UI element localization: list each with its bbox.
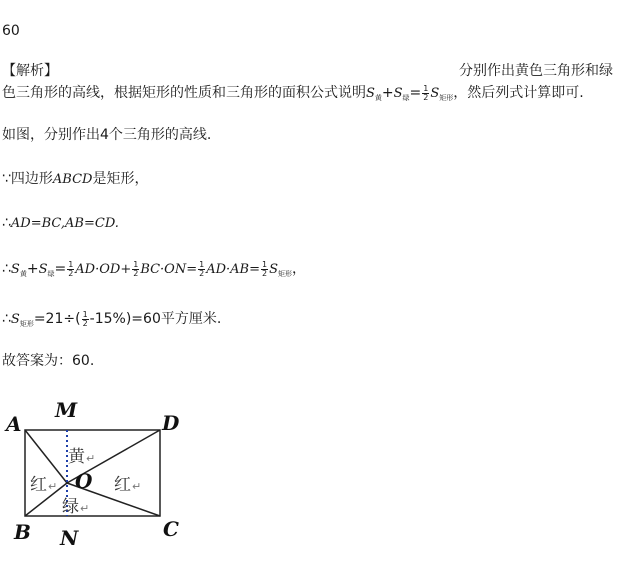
point-label-c: C <box>163 517 179 541</box>
analysis-intro-right: 分别作出黄色三角形和绿 <box>459 63 613 79</box>
fraction-half: $\frac{1}{2}$ <box>199 259 205 278</box>
point-label-d: D <box>162 411 180 435</box>
region-label-yellow: 黄 <box>68 447 85 467</box>
point-label-b: B <box>14 520 31 544</box>
solution-line-4: $\therefore S_黄+S_绿=$ $\frac{1}{2}$ AD·OD+ $\frac{1}{2}$ BC·ON= $\frac{1}{2}$ AD·AB= $\frac{1}{2}$ $S_{矩形}$， <box>2 259 306 278</box>
fraction-half: $\frac{1}{2}$ <box>82 309 88 328</box>
return-mark: ↵ <box>48 480 58 493</box>
fraction-half: $\frac{1}{2}$ <box>262 259 268 278</box>
analysis-line-2: 色三角形的高线，根据矩形的性质和三角形的面积公式说明$S_黄+S_绿=$ $\frac{1}{2}$ $S_{矩形}$，然后列式计算即可. <box>2 83 584 102</box>
point-label-a: A <box>6 412 22 436</box>
analysis-heading: 【解析】 <box>2 63 58 79</box>
point-label-m: M <box>55 398 78 422</box>
rectangle-abcd <box>25 430 160 516</box>
solution-line-2: ∵四边形ABCD是矩形， <box>2 171 149 187</box>
answer-line: 60 <box>2 23 20 39</box>
return-mark: ↵ <box>86 452 96 465</box>
region-label-red-right: 红 <box>114 475 131 495</box>
fraction-half: $\frac{1}{2}$ <box>423 83 429 102</box>
analysis-line-1 <box>2 62 628 80</box>
region-label-red-left: 红 <box>30 475 47 495</box>
region-label-green: 绿 <box>62 497 79 517</box>
fraction-half: $\frac{1}{2}$ <box>133 259 139 278</box>
return-mark: ↵ <box>132 480 142 493</box>
rectangle-diagram <box>0 395 200 565</box>
point-label-o: O <box>75 469 93 493</box>
fraction-half: $\frac{1}{2}$ <box>68 259 74 278</box>
solution-line-3: ∴AD=BC,AB=CD. <box>2 215 119 231</box>
solution-line-1: 如图，分别作出4个三角形的高线. <box>2 127 212 143</box>
return-mark: ↵ <box>80 502 90 515</box>
solution-line-6: 故答案为：60. <box>2 353 95 369</box>
point-label-n: N <box>60 526 79 550</box>
solution-line-5: $\therefore S_{矩形}=21\div$( $\frac{1}{2}$ -15%)=60平方厘米. <box>2 309 222 328</box>
